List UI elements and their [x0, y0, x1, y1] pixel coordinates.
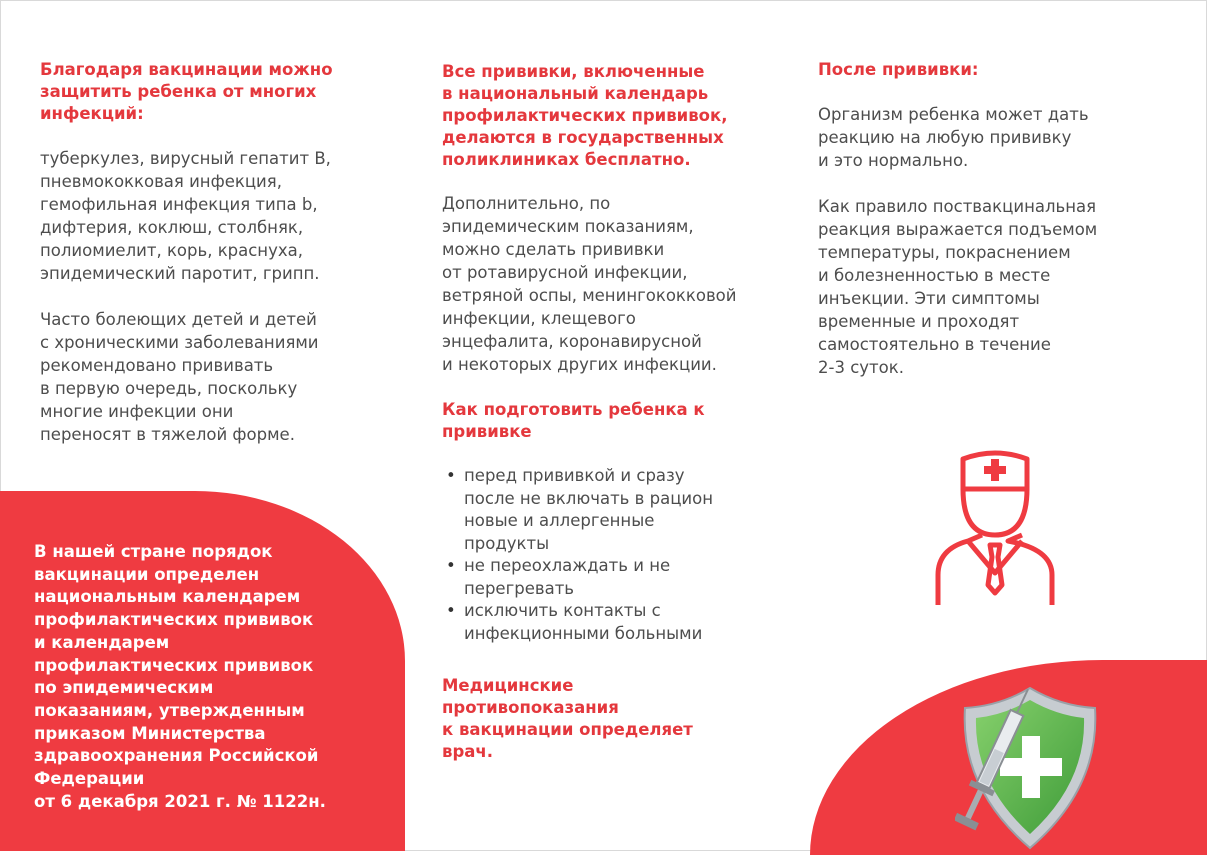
list-item	[442, 600, 787, 645]
additional-vaccines-paragraph: Дополнительно, по эпидемическим показаниям, можно сделать прививки от ротавирусной инфекции, ветряной оспы, менингококковой инфекции, клещевого энцефалита, коронавирусной и некоторых других инфекции.	[442, 194, 737, 374]
symptoms-paragraph: Как правило поствакцинальная реакция выражается подъемом температуры, покраснением и болезненностью в месте инъекции. Эти симптомы временные и проходят самостоятельно в течение 2-3 суток.	[818, 197, 1098, 377]
chronic-children-paragraph: Часто болеющих детей и детей с хроническими заболеваниями рекомендовано прививать в первую очередь, поскольку многие инфекции они переносят в тяжелой форме.	[40, 310, 319, 444]
syringe-icon	[955, 680, 1035, 840]
column-left	[40, 59, 380, 446]
calendar-order-text: В нашей стране порядок вакцинации определен национальным календарем профилактических прививок и календарем профилактических прививок по эпидемическим показаниям, утвержденным приказом Министерства здравоохранения Российской Федерации от 6 декабря 2021 г. № 1122н.	[34, 542, 326, 811]
column-middle	[442, 61, 787, 763]
column-right	[818, 59, 1158, 379]
prepare-list	[442, 465, 787, 645]
doctor-outline-icon	[930, 445, 1060, 610]
list-item-text: перед прививкой и сразу после не включать в рацион новые и аллергенные продукты	[464, 466, 714, 553]
bullet-icon: •	[446, 466, 456, 485]
infection-list: туберкулез, вирусный гепатит В, пневмококковая инфекция, гемофильная инфекция типа b, дифтерия, коклюш, столбняк, полиомиелит, корь, краснуха, эпидемический паротит, грипп.	[40, 149, 331, 283]
bullet-icon: •	[446, 556, 456, 575]
list-item	[442, 465, 787, 555]
list-item-text: не переохлаждать и не перегревать	[464, 556, 671, 598]
heading-contraindications: Медицинские противопоказания к вакцинации определяет врач.	[442, 676, 693, 761]
heading-after-vaccination: После прививки:	[818, 60, 979, 79]
list-item-text: исключить контакты с инфекционными больными	[464, 601, 703, 643]
bullet-icon: •	[446, 601, 456, 620]
heading-free-vaccines: Все прививки, включенные в национальный календарь профилактических прививок, делаются в государственных поликлиниках бесплатно.	[442, 62, 728, 169]
heading-prepare-child: Как подготовить ребенка к прививке	[442, 400, 705, 441]
list-item	[442, 555, 787, 600]
reaction-paragraph: Организм ребенка может дать реакцию на любую прививку и это нормально.	[818, 105, 1089, 170]
heading-vaccination-protects: Благодаря вакцинации можно защитить ребенка от многих инфекций:	[40, 60, 333, 123]
